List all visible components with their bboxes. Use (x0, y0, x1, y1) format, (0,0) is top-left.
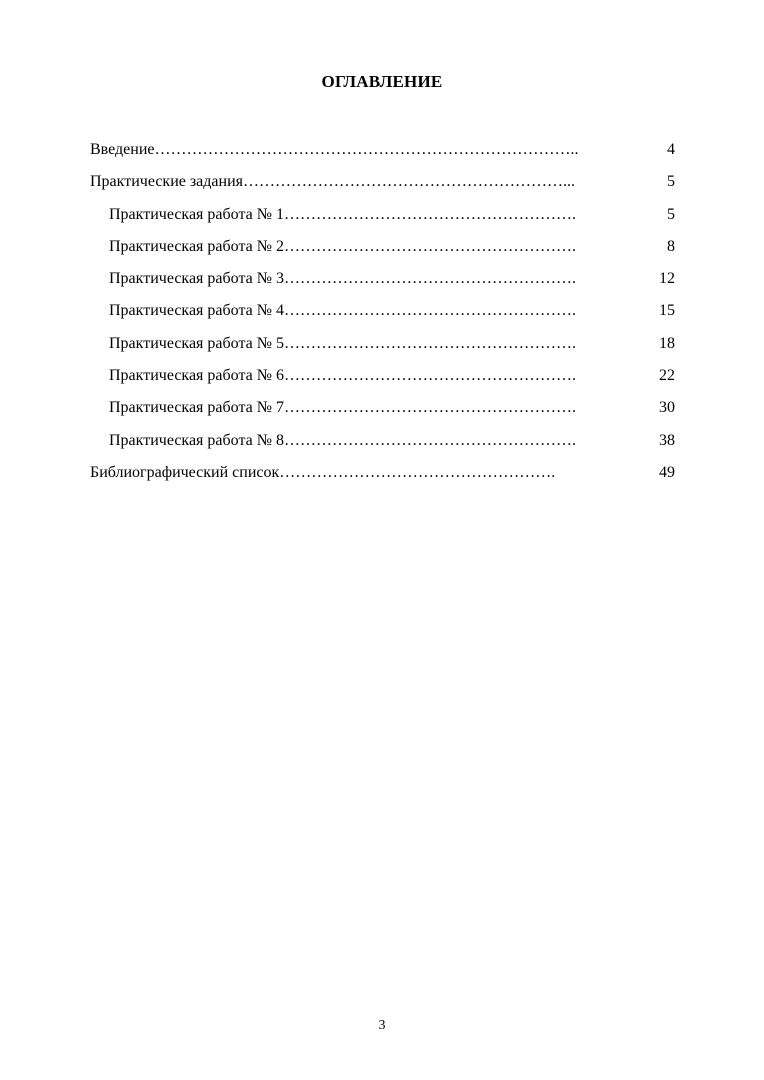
toc-entry-practical-work-6 (90, 364, 675, 396)
toc-entry-text: Библиографический список……………………………………………. (90, 463, 556, 481)
toc-list (90, 138, 675, 493)
toc-entry-page: 22 (659, 367, 675, 385)
toc-entry-page: 12 (659, 270, 675, 288)
toc-entry-practical-work-8 (90, 429, 675, 461)
toc-entry-page: 5 (667, 173, 675, 191)
toc-entry-introduction (90, 138, 675, 170)
toc-entry-text: Практическая работа № 3………………………………………………. (109, 270, 576, 288)
toc-entry-text: Введение…………………………………………………………………….. (90, 141, 579, 158)
toc-entry-text: Практические задания……………………………………………………... (90, 173, 576, 191)
toc-entry-practical-work-5 (90, 332, 675, 364)
toc-entry-text: Практическая работа № 1………………………………………………. (109, 205, 576, 223)
toc-entry-practical-work-7 (90, 396, 675, 428)
toc-entry-text: Практическая работа № 2………………………………………………. (109, 237, 576, 255)
toc-entry-practical-tasks (90, 170, 675, 202)
toc-entry-practical-work-2 (90, 235, 675, 267)
toc-entry-page: 38 (659, 431, 675, 449)
toc-entry-practical-work-4 (90, 299, 675, 331)
toc-entry-text: Практическая работа № 5………………………………………………. (109, 334, 576, 352)
toc-entry-bibliography (90, 461, 675, 493)
toc-entry-practical-work-3 (90, 267, 675, 299)
toc-entry-text: Практическая работа № 7………………………………………………. (109, 399, 576, 417)
toc-entry-page: 49 (659, 463, 675, 481)
toc-title: ОГЛАВЛЕНИЕ (321, 72, 443, 91)
toc-entry-page: 15 (659, 302, 675, 320)
toc-entry-page: 5 (667, 205, 675, 223)
toc-entry-page: 8 (667, 237, 675, 255)
toc-entry-text: Практическая работа № 6………………………………………………. (109, 367, 576, 385)
toc-entry-practical-work-1 (90, 203, 675, 235)
toc-entry-text: Практическая работа № 8………………………………………………. (109, 431, 576, 449)
toc-entry-page: 18 (659, 334, 675, 352)
toc-entry-page: 4 (667, 141, 675, 158)
page-number: 3 (378, 1018, 386, 1033)
toc-entry-page: 30 (659, 399, 675, 417)
toc-entry-text: Практическая работа № 4………………………………………………. (109, 302, 576, 320)
